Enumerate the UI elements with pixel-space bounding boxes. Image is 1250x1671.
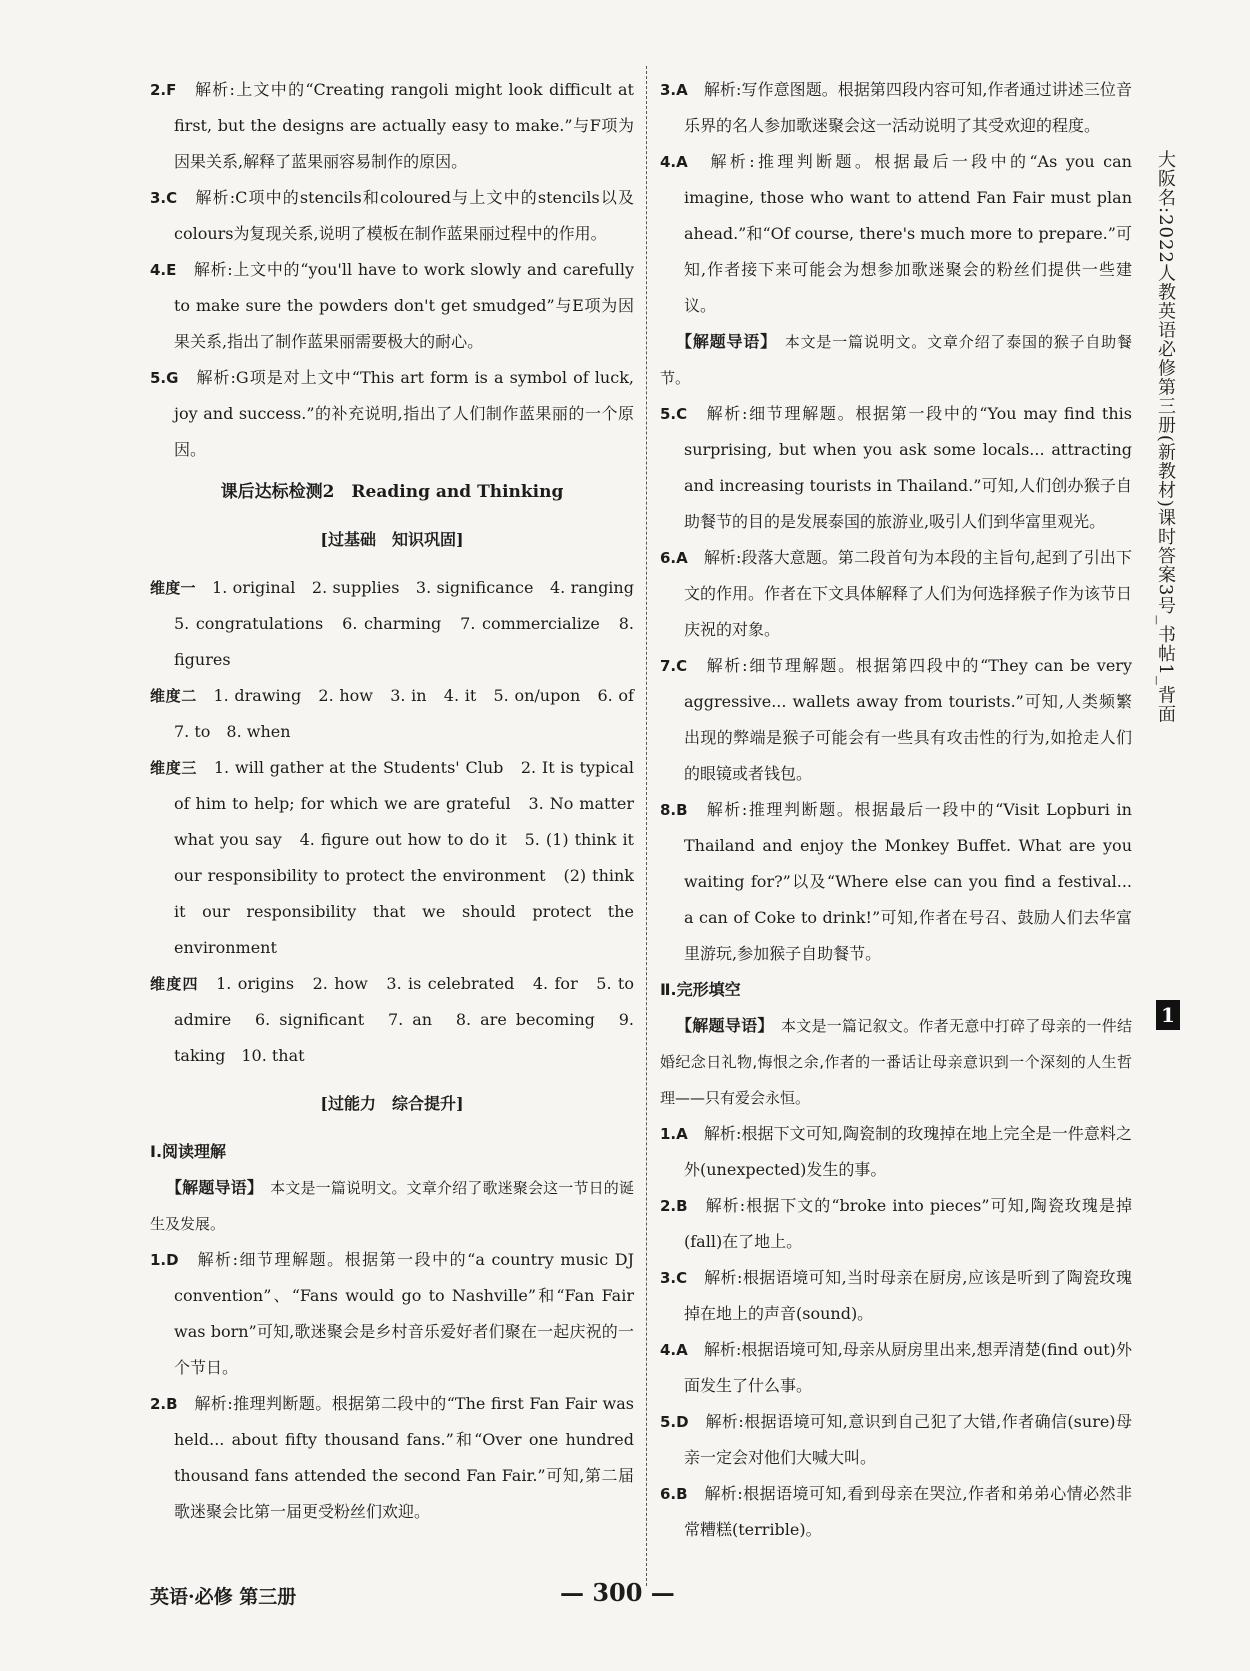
answer-text: 解析:细节理解题。根据第一段中的“a country music DJ convention”、“Fans would go to Nashville”和“Fan Fair was born”可知,歌迷聚会是乡村音乐爱好者们聚在一起庆祝的一个节日。 bbox=[174, 1250, 634, 1377]
answer-number: 2.F bbox=[150, 81, 177, 99]
answer-item bbox=[150, 678, 650, 750]
guide-label: 【解题导语】 bbox=[166, 1178, 255, 1197]
answer-item bbox=[660, 1332, 1132, 1404]
guide-text: 本文是一篇记叙文。作者无意中打碎了母亲的一件结婚纪念日礼物,悔恨之余,作者的一番话让母亲意识到一个深刻的人生哲理——只有爱会永恒。 bbox=[660, 1017, 1132, 1107]
column-divider bbox=[646, 66, 647, 1586]
answer-item bbox=[150, 750, 634, 966]
answer-text: 1. origins 2. how 3. is celebrated 4. for 5. to admire 6. significant 7. an 8. are becoming 9. taking 10. that bbox=[174, 974, 650, 1065]
section-heading: Ⅱ.完形填空 bbox=[660, 980, 741, 999]
answer-item bbox=[150, 180, 634, 252]
answer-item bbox=[150, 570, 650, 678]
answer-item bbox=[150, 72, 634, 180]
guide-text: 本文是一篇说明文。文章介绍了歌迷聚会这一节日的诞生及发展。 bbox=[150, 1179, 634, 1233]
answer-text: 解析:根据下文的“broke into pieces”可知,陶瓷玫瑰是掉(fall)在了地上。 bbox=[684, 1196, 1132, 1251]
answer-item bbox=[660, 540, 1132, 648]
answer-number: 5.D bbox=[660, 1413, 689, 1431]
answer-item bbox=[660, 144, 1132, 324]
answer-item bbox=[660, 1476, 1132, 1548]
side-badge: 1 bbox=[1156, 1000, 1180, 1030]
answer-text: 1. original 2. supplies 3. significance 4. ranging 5. congratulations 6. charming 7. commercialize 8. figures bbox=[174, 578, 650, 669]
answer-number: 2.B bbox=[150, 1395, 178, 1413]
guide-paragraph bbox=[660, 324, 1132, 396]
section-subtitle: [过基础 知识巩固] bbox=[320, 530, 464, 549]
answer-number: 4.E bbox=[150, 261, 177, 279]
footer-subject: 英语·必修 第三册 bbox=[150, 1586, 297, 1608]
answer-text: 解析:写作意图题。根据第四段内容可知,作者通过讲述三位音乐界的名人参加歌迷聚会这一活动说明了其受欢迎的程度。 bbox=[684, 80, 1132, 135]
answer-number: 2.B bbox=[660, 1197, 688, 1215]
section-heading: Ⅰ.阅读理解 bbox=[150, 1142, 227, 1161]
answer-number: 维度三 bbox=[150, 759, 198, 777]
answer-text: 解析:推理判断题。根据最后一段中的“As you can imagine, those who want to attend Fan Fair must plan ahead.”和“Of course, there's much more to prepare.”可知,作者接下来可能会为想参加歌迷聚会的粉丝们提供一些建议。 bbox=[684, 152, 1132, 315]
answer-text: 解析:段落大意题。第二段首句为本段的主旨句,起到了引出下文的作用。作者在下文具体解释了人们为何选择猴子作为该节日庆祝的对象。 bbox=[684, 548, 1133, 639]
answer-number: 维度一 bbox=[150, 579, 196, 597]
answer-item bbox=[660, 792, 1132, 972]
answer-number: 6.B bbox=[660, 1485, 688, 1503]
answer-item bbox=[660, 396, 1132, 540]
answer-item bbox=[660, 1404, 1132, 1476]
answer-item bbox=[150, 966, 650, 1074]
section-subtitle: [过能力 综合提升] bbox=[320, 1094, 464, 1113]
answer-number: 6.A bbox=[660, 549, 688, 567]
answer-item bbox=[660, 72, 1132, 144]
answer-text: 解析:上文中的“Creating rangoli might look difficult at first, but the designs are actually easy to make.”与F项为因果关系,解释了蓝果丽容易制作的原因。 bbox=[174, 80, 634, 171]
answer-number: 7.C bbox=[660, 657, 688, 675]
page-number: — 300 — bbox=[560, 1578, 675, 1607]
answer-item bbox=[150, 360, 634, 468]
answer-text: 解析:推理判断题。根据最后一段中的“Visit Lopburi in Thailand and enjoy the Monkey Buffet. What are you waiting for?”以及“Where else can you find a festival... a can of Coke to drink!”可知,作者在号召、鼓励人们去华富里游玩,参加猴子自助餐节。 bbox=[684, 800, 1132, 963]
answer-number: 维度四 bbox=[150, 975, 199, 993]
answer-number: 1.A bbox=[660, 1125, 688, 1143]
answer-text: 解析:G项是对上文中“This art form is a symbol of luck, joy and success.”的补充说明,指出了人们制作蓝果丽的一个原因。 bbox=[174, 368, 634, 459]
right-column bbox=[660, 72, 1132, 1548]
guide-paragraph bbox=[660, 1008, 1132, 1116]
answer-text: 解析:上文中的“you'll have to work slowly and carefully to make sure the powders don't get smudged”与E项为因果关系,指出了制作蓝果丽需要极大的耐心。 bbox=[174, 260, 634, 351]
answer-number: 3.C bbox=[660, 1269, 688, 1287]
answer-text: 解析:根据语境可知,看到母亲在哭泣,作者和弟弟心情必然非常糟糕(terrible)。 bbox=[684, 1484, 1132, 1539]
answer-number: 5.C bbox=[660, 405, 688, 423]
answer-item bbox=[660, 1116, 1132, 1188]
answer-text: 解析:根据语境可知,意识到自己犯了大错,作者确信(sure)母亲一定会对他们大喊大叫。 bbox=[684, 1412, 1132, 1467]
side-print-label: 大阪名:2022人教英语必修第三册(新教材)课时答案3号_书帖1_背面 bbox=[1155, 150, 1176, 724]
answer-item bbox=[660, 648, 1132, 792]
answer-number: 4.A bbox=[660, 153, 688, 171]
answer-number: 4.A bbox=[660, 1341, 688, 1359]
answer-text: 1. will gather at the Students' Club 2. It is typical of him to help; for which we are grateful 3. No matter what you say 4. figure out how to do it 5. (1) think it our responsibility to protect the environment (2) think it our responsibility that we should protect the environment bbox=[174, 758, 634, 957]
guide-label: 【解题导语】 bbox=[676, 332, 769, 351]
answer-item bbox=[660, 1188, 1132, 1260]
guide-label: 【解题导语】 bbox=[676, 1016, 766, 1035]
section-title: 课后达标检测2 Reading and Thinking bbox=[220, 482, 564, 502]
answer-item bbox=[150, 1242, 634, 1386]
guide-text: 本文是一篇说明文。文章介绍了泰国的猴子自助餐节。 bbox=[660, 333, 1132, 387]
answer-number: 1.D bbox=[150, 1251, 179, 1269]
answer-text: 解析:细节理解题。根据第四段中的“They can be very aggressive... wallets away from tourists.”可知,人类频繁出现的弊端是猴子可能会有一些具有攻击性的行为,如抢走人们的眼镜或者钱包。 bbox=[684, 656, 1132, 783]
answer-text: 1. drawing 2. how 3. in 4. it 5. on/upon 6. of 7. to 8. when bbox=[174, 686, 650, 741]
answer-text: 解析:根据语境可知,母亲从厨房里出来,想弄清楚(find out)外面发生了什么事。 bbox=[684, 1340, 1132, 1395]
answer-number: 3.C bbox=[150, 189, 178, 207]
answer-text: 解析:根据语境可知,当时母亲在厨房,应该是听到了陶瓷玫瑰掉在地上的声音(sound)。 bbox=[684, 1268, 1132, 1323]
answer-text: 解析:细节理解题。根据第一段中的“You may find this surprising, but when you ask some locals... attracting and increasing tourists in Thailand.”可知,人们创办猴子自助餐节的目的是发展泰国的旅游业,吸引人们到华富里观光。 bbox=[684, 404, 1132, 531]
answer-text: 解析:根据下文可知,陶瓷制的玫瑰掉在地上完全是一件意料之外(unexpected)发生的事。 bbox=[684, 1124, 1132, 1179]
guide-paragraph bbox=[150, 1170, 634, 1242]
answer-item bbox=[660, 1260, 1132, 1332]
left-column bbox=[150, 72, 650, 1530]
answer-number: 8.B bbox=[660, 801, 688, 819]
answer-number: 维度二 bbox=[150, 687, 197, 705]
answer-item bbox=[150, 252, 634, 360]
answer-text: 解析:C项中的stencils和coloured与上文中的stencils以及colours为复现关系,说明了模板在制作蓝果丽过程中的作用。 bbox=[174, 188, 634, 243]
answer-item bbox=[150, 1386, 634, 1530]
answer-number: 5.G bbox=[150, 369, 179, 387]
answer-text: 解析:推理判断题。根据第二段中的“The first Fan Fair was held... about fifty thousand fans.”和“Over one hundred thousand fans attended the second Fan Fair.”可知,第二届歌迷聚会比第一届更受粉丝们欢迎。 bbox=[174, 1394, 634, 1521]
answer-number: 3.A bbox=[660, 81, 688, 99]
